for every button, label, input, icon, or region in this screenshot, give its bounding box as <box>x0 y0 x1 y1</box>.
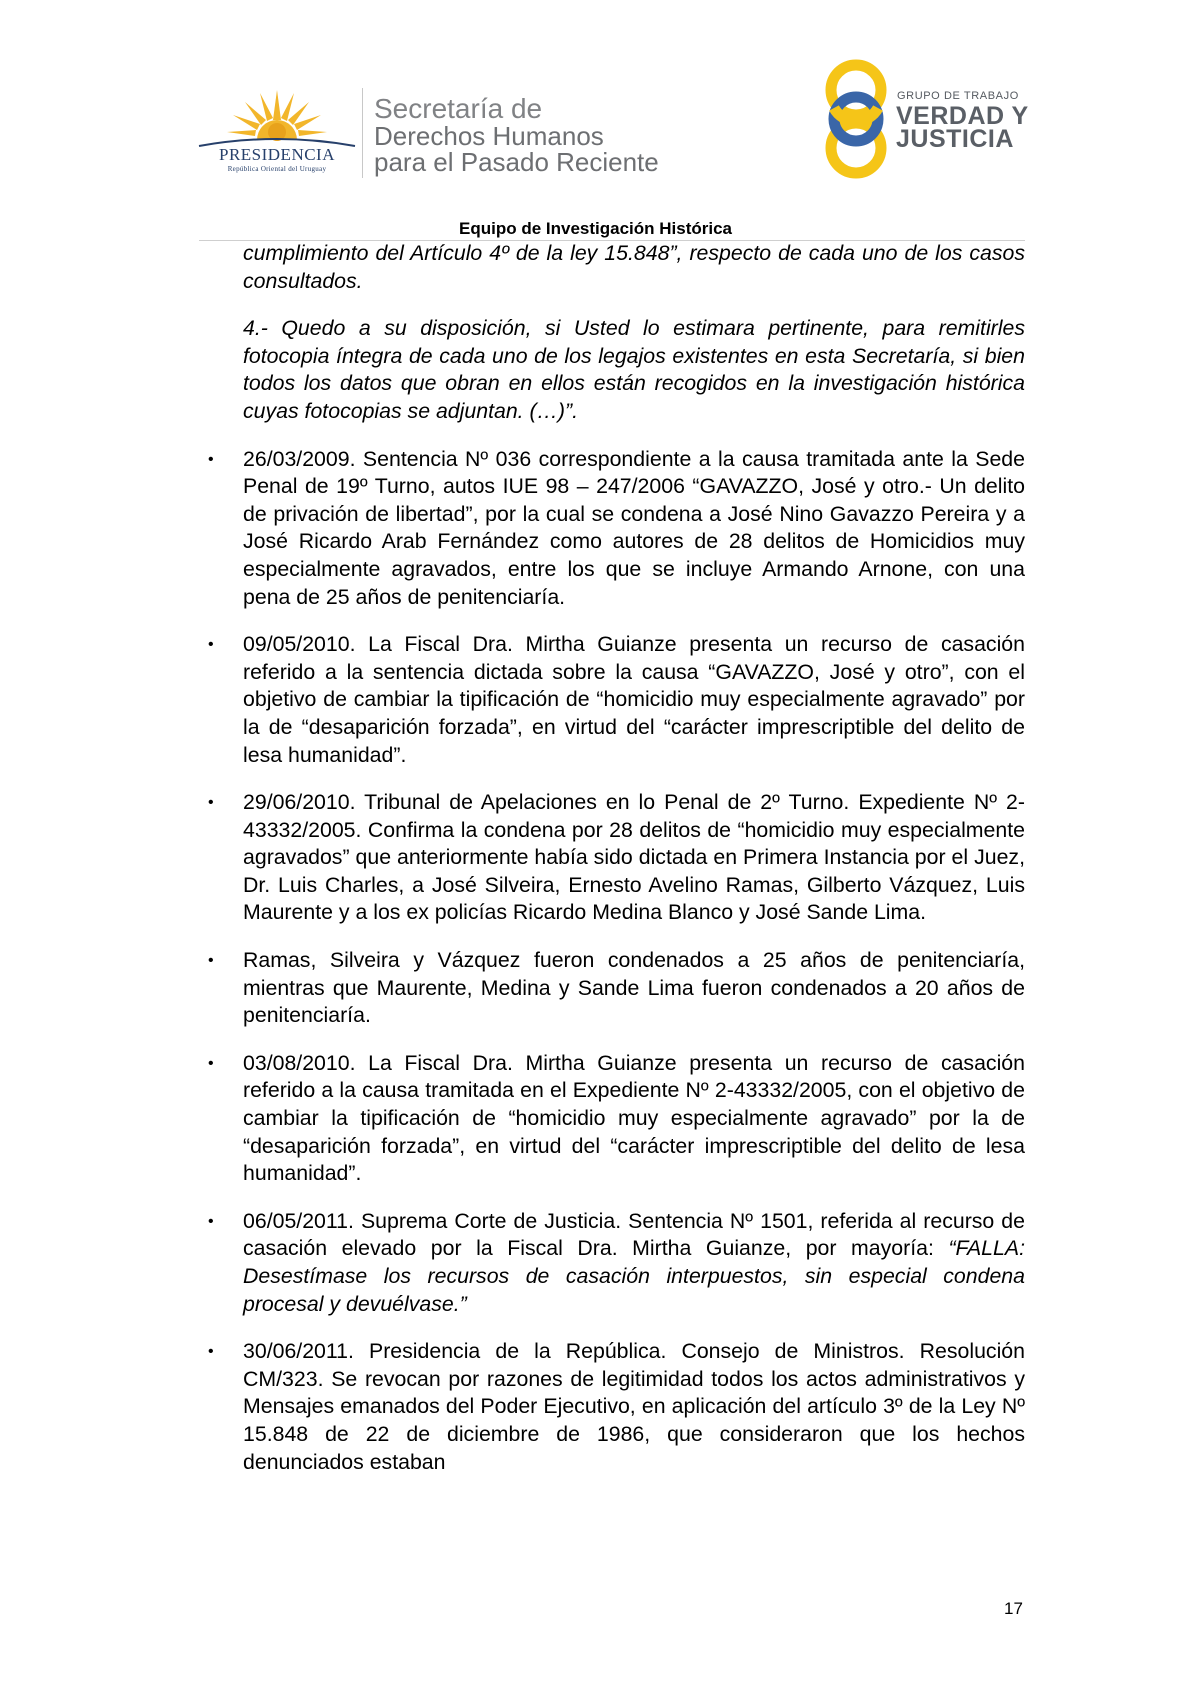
list-item-text: 09/05/2010. La Fiscal Dra. Mirtha Guianze presenta un recurso de casación referido a la sentencia dictada sobre la causa “GAVAZZO, José y otro”, con el objetivo de cambiar la tipificación de “homicidio muy especialmente agravado” por la de “desaparición forzada”, en virtud del “carácter imprescriptible del delito de lesa humanidad”. <box>243 632 1025 767</box>
presidencia-subtitle: República Oriental del Uruguay <box>227 165 327 173</box>
list-item-text: 30/06/2011. Presidencia de la República. Consejo de Ministros. Resolución CM/323. Se revocan por razones de legitimidad todos los actos administrativos y Mensajes emanados del Poder Ejecutivo, en aplicación del artículo 3º de la Ley Nº 15.848 de 22 de diciembre de 1986, que consideraron que los hechos denunciados estaban <box>243 1339 1025 1474</box>
list-item <box>208 1338 1025 1476</box>
bullet-icon: • <box>208 1343 214 1361</box>
list-item <box>208 789 1025 927</box>
intro-continuation: cumplimiento del Artículo 4º de la ley 15.848”, respecto de cada uno de los casos consultados. <box>243 241 1025 293</box>
team-title: Equipo de Investigación Histórica <box>459 219 732 238</box>
verdad-label: VERDAD Y <box>896 102 1029 130</box>
list-item <box>208 1208 1025 1318</box>
list-item-text: 06/05/2011. Suprema Corte de Justicia. Sentencia Nº 1501, referida al recurso de casación elevado por la Fiscal Dra. Mirtha Guianze, por mayoría: <box>243 1208 1025 1261</box>
bullet-icon: • <box>208 636 214 654</box>
bullet-icon: • <box>208 794 214 812</box>
list-item <box>208 631 1025 769</box>
list-item <box>208 446 1025 612</box>
justicia-label: JUSTICIA <box>896 125 1014 153</box>
bullet-icon: • <box>208 1054 214 1072</box>
bullet-icon: • <box>208 450 214 468</box>
list-item <box>208 947 1025 1030</box>
secretaria-line-2: Derechos Humanos <box>374 121 604 151</box>
secretaria-line-1: Secretaría de <box>374 93 543 124</box>
list-item-text: 26/03/2009. Sentencia Nº 036 correspondiente a la causa tramitada ante la Sede Penal de 19º Turno, autos IUE 98 – 247/2006 “GAVAZZO, José y otro.- Un delito de privación de libertad”, por la cual se condena a José Nino Gavazzo Pereira y a José Ricardo Arab Fernández como autores de 28 delitos de Homicidios muy especialmente agravados, entre los que se incluye Armando Arnone, con una pena de 25 años de penitenciaría. <box>243 446 1025 609</box>
page-number: 17 <box>1004 1599 1023 1618</box>
page-header <box>0 0 1191 250</box>
list-item-text: Ramas, Silveira y Vázquez fueron condenados a 25 años de penitenciaría, mientras que Maurente, Medina y Sande Lima fueron condenados a 20 años de penitenciaría. <box>243 948 1025 1028</box>
list-item-text: 03/08/2010. La Fiscal Dra. Mirtha Guianze presenta un recurso de casación referido a la causa tramitada en el Expediente Nº 2-43332/2005, con el objetivo de cambiar la tipificación de “homicidio muy especialmente agravado” por la de “desaparición forzada”, en virtud del “carácter imprescriptible del delito de lesa humanidad”. <box>243 1050 1025 1186</box>
secretaria-line-3: para el Pasado Reciente <box>374 147 659 177</box>
verdad-justicia-rings-logo-icon <box>822 58 890 180</box>
list-item-quote: “FALLA: Desestímase los recursos de casación interpuestos, sin especial condena procesal y devuélvase.” <box>243 1236 1025 1316</box>
bullet-icon: • <box>208 952 214 970</box>
presidencia-name: PRESIDENCIA <box>218 145 335 164</box>
list-item-text: 29/06/2010. Tribunal de Apelaciones en lo Penal de 2º Turno. Expediente Nº 2-43332/2005. Confirma la condena por 28 delitos de “homicidio muy especialmente agravados” que anteriormente había sido dictada en Primera Instancia por el Juez, Dr. Luis Charles, a José Silveira, Ernesto Avelino Ramas, Gilberto Vázquez, Luis Maurente y a los ex policías Ricardo Medina Blanco y José Sande Lima. <box>243 790 1025 925</box>
document-body <box>208 240 1025 1496</box>
list-item <box>208 1050 1025 1188</box>
grupo-trabajo-label: GRUPO DE TRABAJO <box>897 90 1019 102</box>
bullet-icon: • <box>208 1212 214 1230</box>
header-divider <box>362 88 363 178</box>
quote-point-4: 4.- Quedo a su disposición, si Usted lo estimara pertinente, para remitirles fotocopia íntegra de cada uno de los legajos existentes en esta Secretaría, si bien todos los datos que obran en ellos están recogidos en la investigación histórica cuyas fotocopias se adjuntan. (…)”. <box>243 316 1025 423</box>
